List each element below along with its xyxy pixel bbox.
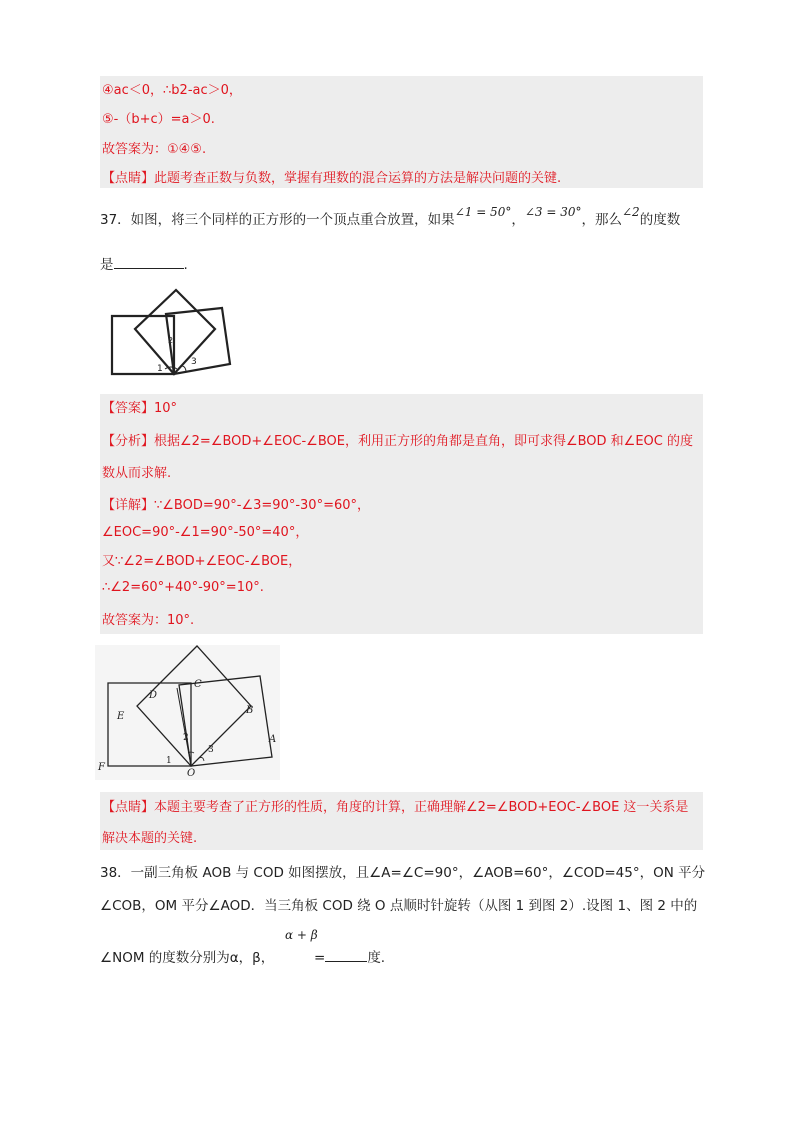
fig2-label-E: E	[117, 711, 125, 722]
q38-answer-line	[314, 946, 385, 966]
q37-detail-2: ∠EOC=90°-∠1=90°-50°=40°，	[102, 525, 309, 540]
q38-stem: ∠NOM 的度数分别为α，β，	[100, 950, 275, 966]
fig2-label-O: O	[187, 768, 196, 779]
q37-detail-1: 【详解】∵∠BOD=90°-∠3=90°-30°=60°，	[102, 498, 371, 513]
math-angle1: ∠1 = 50°	[454, 205, 512, 219]
fig2-label-D: D	[149, 690, 158, 701]
q37-comment-1: 【点睛】本题主要考查了正方形的性质，角度的计算，正确理解∠2=∠BOD+EOC-∠BOE 这一关系是	[102, 800, 689, 815]
q37-sep: ，	[511, 212, 525, 228]
q37-stem-c: 的度数	[639, 212, 681, 228]
comment: 【点睛】此题考查正数与负数，掌握有理数的混合运算的方法是解决问题的关键.	[102, 171, 562, 186]
fig2-num-3: 3	[208, 745, 214, 755]
fig2-label-B: B	[246, 705, 254, 716]
math-angle3: ∠3 = 30°	[524, 205, 582, 219]
q38-fraction: α + β	[285, 928, 318, 942]
final-answer: 故答案为：①④⑤.	[102, 142, 207, 157]
q37-analysis-1: 【分析】根据∠2=∠BOD+∠EOC-∠BOE，利用正方形的角都是直角，即可求得∠BOD 和∠EOC 的度	[102, 434, 693, 449]
fig1-label-1: 1	[157, 364, 163, 374]
fig2-label-A: A	[269, 734, 277, 745]
q37-answer: 【答案】10°	[102, 401, 178, 416]
square-left	[112, 316, 174, 374]
q37-solution-figure	[95, 645, 280, 780]
q37-stem-b: ，那么	[581, 212, 622, 228]
q38-line-1: 38．一副三角板 AOB 与 COD 如图摆放，且∠A=∠C=90°，∠AOB=60°，∠COD=45°，ON 平分	[100, 865, 706, 881]
q38-end: 度.	[367, 950, 386, 966]
q37-analysis-2: 数从而求解.	[102, 466, 172, 481]
math-angle2: ∠2	[622, 205, 640, 219]
q38-answer-blank[interactable]	[325, 948, 367, 962]
q37-stem-end: .	[183, 257, 188, 273]
fig2-label-C: C	[194, 679, 202, 690]
q38-line-2: ∠COB，OM 平分∠AOD．当三角板 COD 绕 O 点顺时针旋转（从图 1 到图 2）.设图 1、图 2 中的	[100, 898, 698, 914]
fig1-label-3: 3	[191, 357, 197, 367]
q37-figure	[105, 285, 240, 380]
q37-stem	[100, 205, 681, 228]
q37-detail-3: 又∵∠2=∠BOD+∠EOC-∠BOE，	[102, 554, 302, 569]
fig2-num-2: 2	[183, 733, 189, 743]
fig2-label-F: F	[98, 762, 105, 773]
q37-stem-d: 是	[100, 257, 114, 273]
answer-blank[interactable]	[114, 255, 184, 269]
q37-stem-line2	[100, 253, 188, 273]
fig2-num-1: 1	[166, 756, 172, 766]
q37-stem-a: 37．如图，将三个同样的正方形的一个顶点重合放置，如果	[100, 212, 455, 228]
q37-comment-2: 解决本题的关键.	[102, 831, 198, 846]
q38-line-3	[100, 946, 274, 966]
solution-line-5: ⑤-（b+c）=a＞0.	[102, 112, 215, 127]
solution-line-4: ④ac＜0，∴b2-ac＞0，	[102, 83, 242, 98]
q37-detail-5: 故答案为：10°.	[102, 613, 195, 628]
q37-detail-4: ∴∠2=60°+40°-90°=10°.	[102, 580, 264, 595]
square-right	[166, 308, 230, 374]
fig1-label-2: 2	[168, 336, 174, 345]
q38-eq: =	[314, 950, 326, 966]
